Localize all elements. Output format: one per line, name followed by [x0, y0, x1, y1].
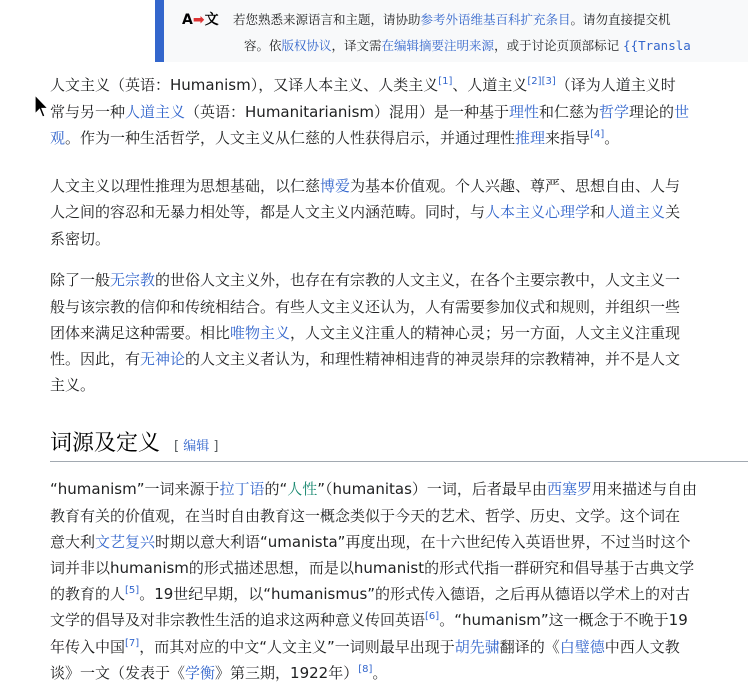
- edit-link[interactable]: 编辑: [183, 439, 210, 454]
- link-reasoning[interactable]: 推理: [515, 129, 546, 147]
- ref-4[interactable]: [4]: [590, 129, 605, 140]
- template-code: {{Transla: [623, 38, 691, 53]
- para4-line3: 意大利文艺复兴时期以意大利语“umanista”再度出现，在十六世纪传入英语世界，不过当时这个: [50, 533, 691, 551]
- para3-line3: 团体来满足这种需要。相比唯物主义，人文主义注重人的精神心灵；另一方面，人文主义注重现: [50, 324, 681, 342]
- link-reason[interactable]: 理性: [509, 103, 540, 121]
- link-irreligion[interactable]: 无宗教: [110, 271, 156, 289]
- para4-line8: 谈》一文（发表于《学衡》第三期，1922年）[8]。: [50, 664, 388, 682]
- para3-line4: 性。因此，有无神论的人文主义者认为，和理性精神相违背的神灵崇拜的宗教精神，并不是人文: [50, 350, 681, 368]
- link-atheism[interactable]: 无神论: [140, 350, 186, 368]
- link-foreign-wiki[interactable]: 参考外语维基百科扩充条目: [420, 12, 571, 27]
- link-copyright[interactable]: 版权协议: [281, 38, 332, 53]
- ref-7[interactable]: [7]: [125, 638, 140, 649]
- section-heading: [50, 426, 218, 457]
- link-humanitarianism-2[interactable]: 人道主义: [605, 203, 666, 221]
- link-materialism[interactable]: 唯物主义: [230, 324, 291, 342]
- para4-line1: “humanism”一词来源于拉丁语的“人性”（humanitas）一词，后者最早由西塞罗用来描述与自由: [50, 480, 697, 498]
- section-title: 词源及定义: [50, 431, 161, 456]
- link-babbitt[interactable]: 白璧德: [559, 638, 605, 656]
- link-renaissance[interactable]: 文艺复兴: [95, 533, 156, 551]
- translate-icon: A➡文: [182, 12, 219, 28]
- para4-line6: 文学的倡导及对非宗教性生活的追求这两种意义传回英语[6]。“humanism”这一概念于不晚于19: [50, 611, 688, 629]
- para1-line1: 人文主义（英语：Humanism），又译人本主义、人类主义[1]、人道主义[2][3]（译为人道主义时: [50, 76, 676, 94]
- link-cicero[interactable]: 西塞罗: [546, 480, 592, 498]
- link-latin[interactable]: 拉丁语: [219, 480, 265, 498]
- ref-3[interactable]: [3]: [541, 76, 556, 87]
- notice-line-2: 容。依版权协议，译文需在编辑摘要注明来源，或于讨论页顶部标记 {{Transla: [244, 38, 691, 53]
- para3-line2: 般与该宗教的信仰和传统相结合。有些人文主义还认为，人有需要参加仪式和规则，并组织一些: [50, 298, 681, 316]
- link-humanistic-psychology[interactable]: 人本主义心理学: [485, 203, 591, 221]
- heading-divider: [50, 461, 748, 462]
- section-edit: [ 编辑 ]: [174, 439, 219, 454]
- link-philosophy[interactable]: 哲学: [599, 103, 630, 121]
- ref-8[interactable]: [8]: [358, 664, 373, 675]
- para4-line4: 词并非以humanism的形式描述思想，而是以humanist的形式代指一群研究和倡导基于古典文学: [50, 559, 695, 577]
- link-worldview-cont[interactable]: 观: [50, 129, 66, 147]
- para3-line5: 主义。: [50, 376, 96, 394]
- link-worldview[interactable]: 世: [674, 103, 690, 121]
- para2-line1: 人文主义以理性推理为思想基础，以仁慈博爱为基本价值观。个人兴趣、尊严、思想自由、人与: [50, 177, 681, 195]
- mouse-cursor-icon: [34, 94, 50, 120]
- link-xueheng[interactable]: 学衡: [185, 664, 216, 682]
- ref-1[interactable]: [1]: [438, 76, 453, 87]
- para3-line1: 除了一般无宗教的世俗人文主义外，也存在有宗教的人文主义，在各个主要宗教中，人文主义一: [50, 271, 681, 289]
- ref-2[interactable]: [2]: [527, 76, 542, 87]
- para2-line2: 人之间的容忍和无暴力相处等，都是人文主义内涵范畴。同时，与人本主义心理学和人道主义关: [50, 203, 681, 221]
- ref-6[interactable]: [6]: [425, 611, 440, 622]
- para1-line2: 常与另一种人道主义（英语：Humanitarianism）混用）是一种基于理性和仁慈为哲学理论的世: [50, 103, 690, 121]
- para1-line3: 观。作为一种生活哲学，人文主义从仁慈的人性获得启示，并通过理性推理来指导[4]。: [50, 129, 620, 147]
- para2-line3: 系密切。: [50, 230, 111, 248]
- link-humanitarianism[interactable]: 人道主义: [125, 103, 186, 121]
- link-hu-xiansu[interactable]: 胡先骕: [454, 638, 500, 656]
- translation-notice: [155, 0, 748, 62]
- para4-line7: 年传入中国[7]，而其对应的中文“人文主义”一词则最早出现于胡先骕翻译的《白璧德中西人文教: [50, 638, 680, 656]
- link-philanthropy[interactable]: 博爱: [320, 177, 351, 195]
- link-humanity[interactable]: 人性: [287, 480, 318, 498]
- para4-line5: 的教育的人[5]。19世纪早期，以“humanismus”的形式传入德语，之后再从德语以学术上的对古: [50, 585, 691, 603]
- para4-line2: 教育有关的价值观，在当时自由教育这一概念类似于今天的艺术、哲学、历史、文学。这个词在: [50, 507, 681, 525]
- notice-line-1: 若您熟悉来源语言和主题，请协助参考外语维基百科扩充条目。请勿直接提交机: [233, 12, 671, 27]
- ref-5[interactable]: [5]: [125, 585, 140, 596]
- link-edit-summary[interactable]: 在编辑摘要注明来源: [381, 38, 495, 53]
